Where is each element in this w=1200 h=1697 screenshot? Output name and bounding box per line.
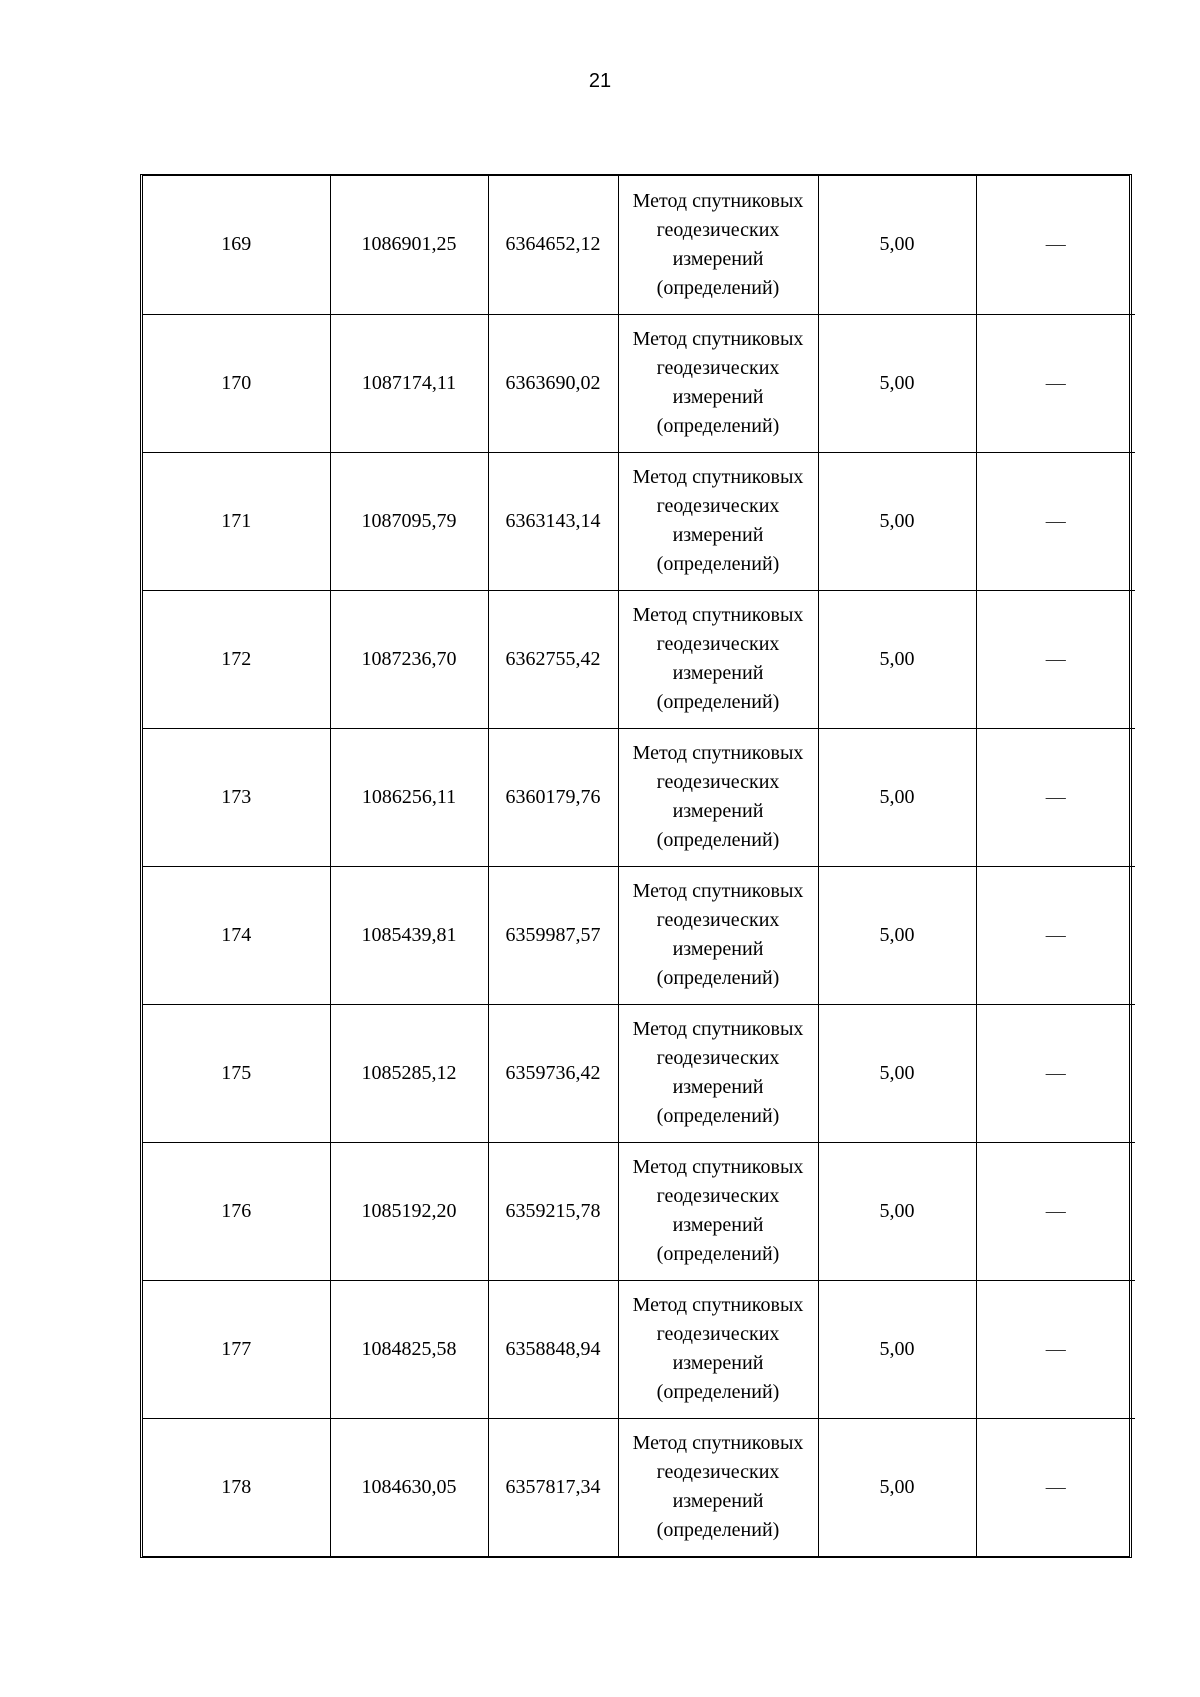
table-row <box>143 314 1135 452</box>
accuracy-cell <box>818 314 976 452</box>
note-dash: — <box>1045 1199 1066 1222</box>
y-coordinate-cell <box>488 1418 618 1556</box>
method-cell <box>618 1418 818 1556</box>
method-text-line: геодезических <box>656 1185 780 1207</box>
note-cell <box>976 452 1135 590</box>
point-number-cell <box>143 728 330 866</box>
method-text-line: Метод спутниковых <box>632 1018 804 1040</box>
method-cell <box>618 1280 818 1418</box>
point-number-cell <box>143 452 330 590</box>
method-text-line: Метод спутниковых <box>632 1294 804 1316</box>
method-text <box>630 877 807 993</box>
accuracy-text: 5,00 <box>879 1199 915 1222</box>
method-text-line: Метод спутниковых <box>632 604 804 626</box>
method-text-line: измерений <box>672 938 764 960</box>
method-text <box>630 463 807 579</box>
accuracy-cell <box>818 590 976 728</box>
method-text-line: (определений) <box>656 415 780 437</box>
method-text-line: (определений) <box>656 553 780 575</box>
x-coordinate-text: 1084630,05 <box>361 1475 457 1498</box>
y-coordinate-text: 6357817,34 <box>505 1475 601 1498</box>
table-row <box>143 452 1135 590</box>
method-text <box>630 1429 807 1545</box>
point-number-text: 176 <box>221 1199 252 1222</box>
point-number-cell <box>143 1418 330 1556</box>
y-coordinate-text: 6358848,94 <box>505 1337 601 1360</box>
y-coordinate-cell <box>488 452 618 590</box>
accuracy-text: 5,00 <box>879 785 915 808</box>
note-cell <box>976 314 1135 452</box>
y-coordinate-text: 6360179,76 <box>505 785 601 808</box>
method-text-line: геодезических <box>656 771 780 793</box>
note-dash: — <box>1045 785 1066 808</box>
x-coordinate-cell <box>330 1142 488 1280</box>
method-text-line: Метод спутниковых <box>632 880 804 902</box>
method-text-line: Метод спутниковых <box>632 328 804 350</box>
point-number-text: 170 <box>221 371 252 394</box>
accuracy-cell <box>818 866 976 1004</box>
note-cell <box>976 590 1135 728</box>
table-row <box>143 590 1135 728</box>
accuracy-cell <box>818 452 976 590</box>
point-number-text: 174 <box>221 923 252 946</box>
accuracy-text: 5,00 <box>879 1337 915 1360</box>
y-coordinate-cell <box>488 1280 618 1418</box>
table-row <box>143 1004 1135 1142</box>
x-coordinate-text: 1085285,12 <box>361 1061 457 1084</box>
method-text-line: (определений) <box>656 691 780 713</box>
y-coordinate-cell <box>488 1004 618 1142</box>
method-text-line: геодезических <box>656 357 780 379</box>
x-coordinate-text: 1087236,70 <box>361 647 457 670</box>
method-text-line: измерений <box>672 800 764 822</box>
method-text <box>630 601 807 717</box>
method-text-line: Метод спутниковых <box>632 742 804 764</box>
accuracy-text: 5,00 <box>879 371 915 394</box>
point-number-text: 178 <box>221 1475 252 1498</box>
page-number: 21 <box>588 70 612 92</box>
method-text-line: измерений <box>672 247 764 270</box>
point-number-cell <box>143 590 330 728</box>
method-text-line: измерений <box>672 662 764 684</box>
x-coordinate-cell <box>330 728 488 866</box>
method-text <box>630 325 807 441</box>
accuracy-cell <box>818 1142 976 1280</box>
method-text <box>630 1153 807 1269</box>
accuracy-cell <box>818 1280 976 1418</box>
note-dash: — <box>1045 371 1066 394</box>
method-text-line: измерений <box>672 1490 764 1513</box>
method-text-line: (определений) <box>656 276 780 299</box>
x-coordinate-cell <box>330 314 488 452</box>
table-row <box>143 176 1135 314</box>
table-row <box>143 728 1135 866</box>
note-cell <box>976 1142 1135 1280</box>
point-number-cell <box>143 314 330 452</box>
x-coordinate-text: 1087095,79 <box>361 509 457 532</box>
method-text-line: (определений) <box>656 829 780 851</box>
table-row <box>143 1142 1135 1280</box>
method-text-line: (определений) <box>656 1105 780 1127</box>
y-coordinate-text: 6359215,78 <box>505 1199 601 1222</box>
method-cell <box>618 1004 818 1142</box>
accuracy-text: 5,00 <box>879 233 915 256</box>
method-cell <box>618 728 818 866</box>
note-dash: — <box>1045 1061 1066 1084</box>
point-number-cell <box>143 866 330 1004</box>
method-text-line: геодезических <box>656 1461 780 1484</box>
x-coordinate-cell <box>330 1418 488 1556</box>
accuracy-cell <box>818 1418 976 1556</box>
accuracy-text: 5,00 <box>879 923 915 946</box>
point-number-cell <box>143 1004 330 1142</box>
method-text-line: Метод спутниковых <box>632 1432 804 1455</box>
method-cell <box>618 590 818 728</box>
y-coordinate-text: 6362755,42 <box>505 647 601 670</box>
note-cell <box>976 866 1135 1004</box>
y-coordinate-text: 6363690,02 <box>505 371 601 394</box>
note-cell <box>976 1418 1135 1556</box>
x-coordinate-cell <box>330 1280 488 1418</box>
method-text-line: (определений) <box>656 967 780 989</box>
method-text-line: геодезических <box>656 1323 780 1345</box>
table-row <box>143 866 1135 1004</box>
method-text-line: геодезических <box>656 495 780 517</box>
y-coordinate-text: 6364652,12 <box>505 233 601 256</box>
note-dash: — <box>1045 923 1066 946</box>
x-coordinate-cell <box>330 590 488 728</box>
method-text-line: (определений) <box>656 1243 780 1265</box>
method-text-line: (определений) <box>656 1381 780 1403</box>
method-text-line: Метод спутниковых <box>632 1156 804 1178</box>
method-text-line: геодезических <box>656 218 780 241</box>
coordinates-table-body <box>143 176 1135 1556</box>
y-coordinate-cell <box>488 176 618 314</box>
accuracy-cell <box>818 1004 976 1142</box>
x-coordinate-text: 1084825,58 <box>361 1337 457 1360</box>
note-dash: — <box>1045 1337 1066 1360</box>
x-coordinate-cell <box>330 452 488 590</box>
table-row <box>143 1418 1135 1556</box>
point-number-cell <box>143 1280 330 1418</box>
x-coordinate-cell <box>330 866 488 1004</box>
table-row <box>143 1280 1135 1418</box>
method-text <box>630 739 807 855</box>
note-dash: — <box>1045 233 1066 256</box>
method-text-line: измерений <box>672 1076 764 1098</box>
note-cell <box>976 728 1135 866</box>
accuracy-text: 5,00 <box>879 647 915 670</box>
y-coordinate-cell <box>488 590 618 728</box>
method-cell <box>618 866 818 1004</box>
method-text-line: геодезических <box>656 1047 780 1069</box>
method-cell <box>618 452 818 590</box>
point-number-text: 177 <box>221 1337 252 1360</box>
method-text-line: измерений <box>672 386 764 408</box>
point-number-text: 169 <box>221 233 252 256</box>
x-coordinate-text: 1085192,20 <box>361 1199 457 1222</box>
method-text <box>630 187 807 303</box>
x-coordinate-text: 1086901,25 <box>361 233 457 256</box>
note-cell <box>976 1280 1135 1418</box>
x-coordinate-text: 1087174,11 <box>361 371 457 394</box>
accuracy-text: 5,00 <box>879 1475 915 1498</box>
method-cell <box>618 314 818 452</box>
x-coordinate-text: 1085439,81 <box>361 923 457 946</box>
method-text <box>630 1291 807 1407</box>
x-coordinate-cell <box>330 1004 488 1142</box>
y-coordinate-cell <box>488 866 618 1004</box>
point-number-text: 171 <box>221 509 252 532</box>
accuracy-text: 5,00 <box>879 509 915 532</box>
x-coordinate-cell <box>330 176 488 314</box>
method-text-line: геодезических <box>656 633 780 655</box>
y-coordinate-cell <box>488 728 618 866</box>
note-dash: — <box>1045 1475 1066 1498</box>
method-text-line: геодезических <box>656 909 780 931</box>
method-cell <box>618 1142 818 1280</box>
accuracy-cell <box>818 728 976 866</box>
y-coordinate-text: 6359736,42 <box>505 1061 601 1084</box>
note-dash: — <box>1045 509 1066 532</box>
y-coordinate-text: 6363143,14 <box>505 509 601 532</box>
method-text-line: измерений <box>672 524 764 546</box>
method-cell <box>618 176 818 314</box>
point-number-cell <box>143 1142 330 1280</box>
method-text <box>630 1015 807 1131</box>
method-text-line: Метод спутниковых <box>632 189 804 212</box>
accuracy-text: 5,00 <box>879 1061 915 1084</box>
note-dash: — <box>1045 647 1066 670</box>
y-coordinate-cell <box>488 314 618 452</box>
point-number-text: 172 <box>221 647 252 670</box>
accuracy-cell <box>818 176 976 314</box>
note-cell <box>976 176 1135 314</box>
method-text-line: измерений <box>672 1352 764 1374</box>
x-coordinate-text: 1086256,11 <box>361 785 457 808</box>
method-text-line: измерений <box>672 1214 764 1236</box>
point-number-text: 173 <box>221 785 252 808</box>
y-coordinate-cell <box>488 1142 618 1280</box>
coordinates-table <box>143 176 1135 1556</box>
point-number-cell <box>143 176 330 314</box>
method-text-line: (определений) <box>656 1519 780 1542</box>
y-coordinate-text: 6359987,57 <box>505 923 601 946</box>
method-text-line: Метод спутниковых <box>632 466 804 488</box>
point-number-text: 175 <box>221 1061 252 1084</box>
note-cell <box>976 1004 1135 1142</box>
coordinates-table-frame <box>140 174 1132 1558</box>
